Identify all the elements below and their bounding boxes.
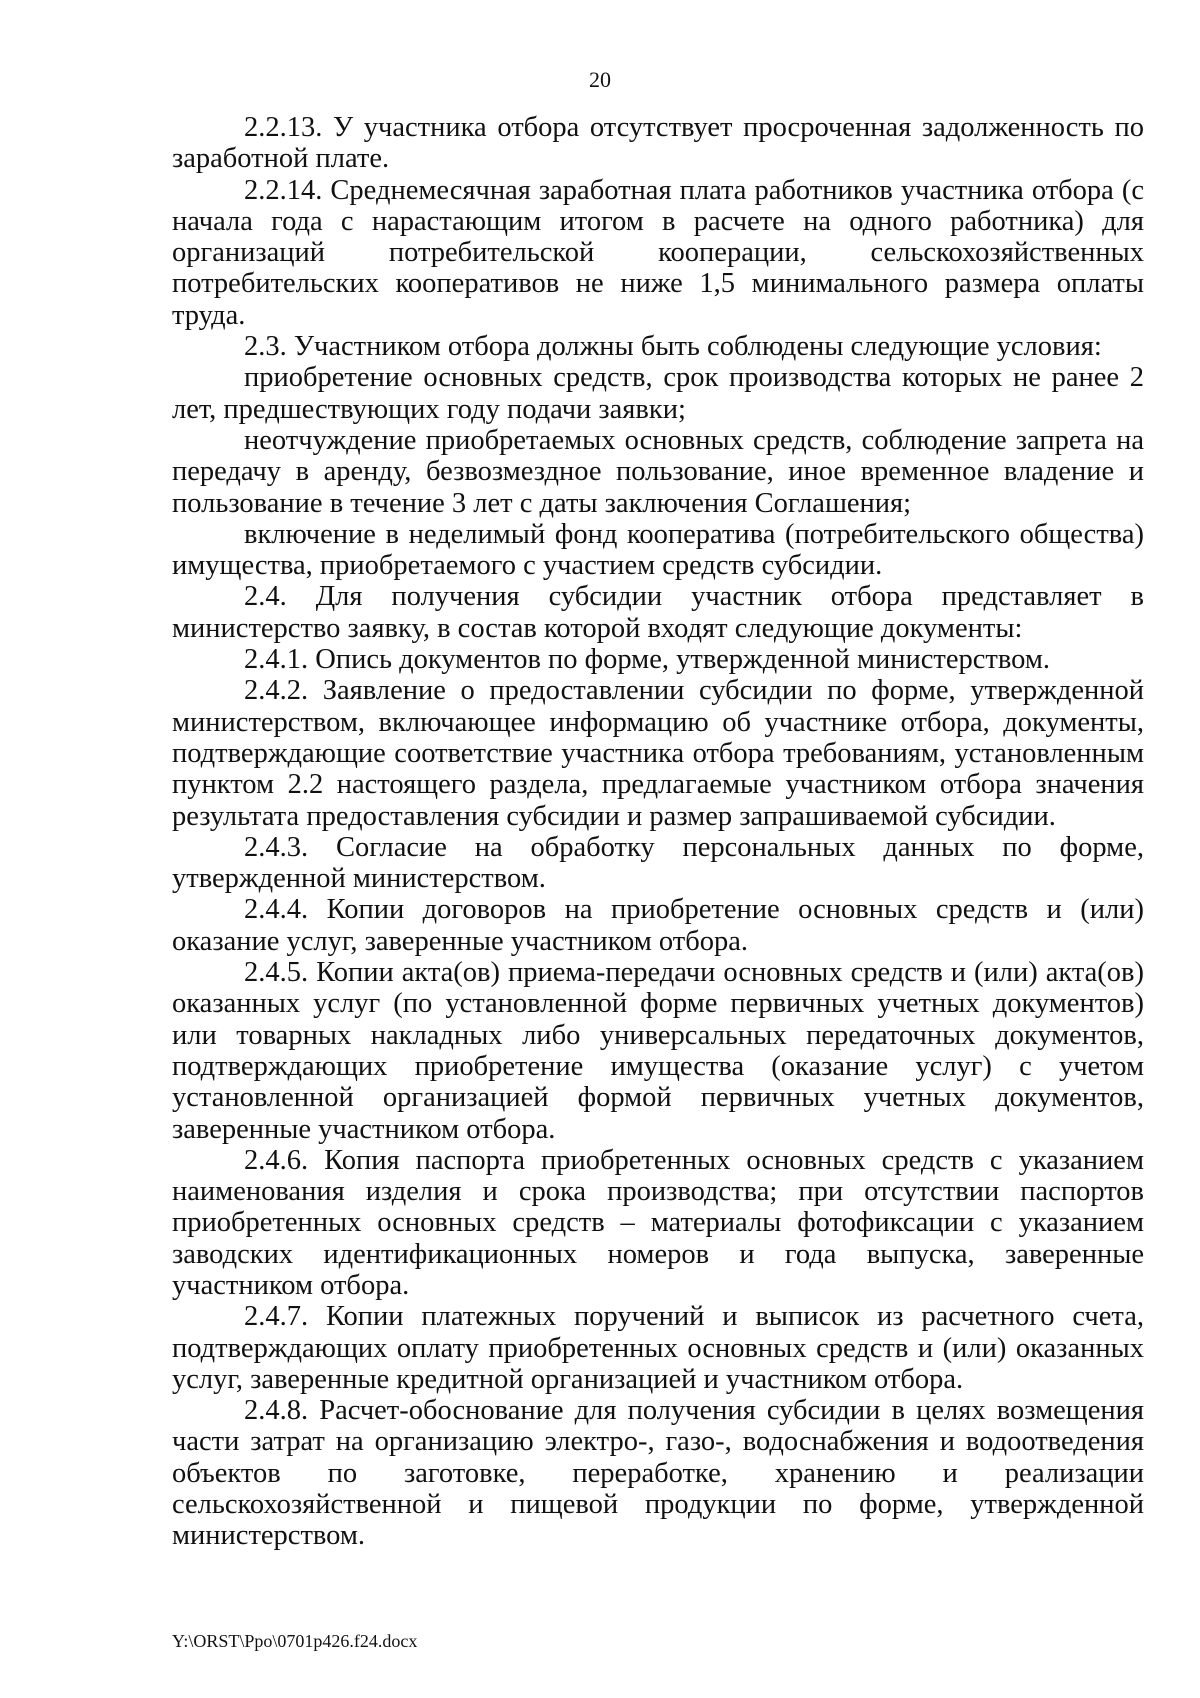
- page-number: 20: [589, 67, 611, 92]
- clause-2-4: 2.4. Для получения субсидии участник отбора представляет в министерство заявку, в состав которой входят следующие документы:: [172, 581, 1144, 644]
- clause-2-4-3: 2.4.3. Согласие на обработку персональных данных по форме, утвержденной министерством.: [172, 831, 1144, 895]
- clause-2-4-5: 2.4.5. Копии акта(ов) приема-передачи основных средств и (или) акта(ов) оказанных услуг (по установленной форме первичных учетных документов) или товарных накладных либо универсальных передаточных документов, подтверждающих приобретение имущества (оказание услуг) с учетом установленной организацией формой первичных учетных документов, заверенные участником отбора.: [172, 957, 1144, 1145]
- clause-2-4-2: 2.4.2. Заявление о предоставлении субсидии по форме, утвержденной министерством, включающее информацию об участнике отбора, документы, подтверждающие соответствие участника отбора требованиям, установленным пунктом 2.2 настоящего раздела, предлагаемые участником отбора значения результата предоставления субсидии и размер запрашиваемой субсидии.: [172, 675, 1144, 832]
- clause-2-2-13: 2.2.13. У участника отбора отсутствует просроченная задолженность по заработной плате.: [172, 112, 1144, 175]
- clause-2-4-6: 2.4.6. Копия паспорта приобретенных основных средств с указанием наименования изделия и срока производства; при отсутствии паспортов приобретенных основных средств – материалы фотофиксации с указанием заводских идентификационных номеров и года выпуска, заверенные участником отбора.: [172, 1144, 1144, 1301]
- clause-2-4-8: 2.4.8. Расчет-обоснование для получения субсидии в целях возмещения части затрат на организацию электро-, газо-, водоснабжения и водоотведения объектов по заготовке, переработке, хранению и реализации сельскохозяйственной и пищевой продукции по форме, утвержденной министерством.: [172, 1395, 1144, 1552]
- footer-file-path: Y:\ORST\Ppo\0701p426.f24.docx: [172, 1631, 418, 1651]
- clause-2-3: 2.3. Участником отбора должны быть соблюдены следующие условия:: [244, 331, 1102, 363]
- clause-2-2-14: 2.2.14. Среднемесячная заработная плата работников участника отбора (с начала года с нарастающим итогом в расчете на одного работника) для организаций потребительской кооперации, сельскохозяйственных потребительских кооперативов не ниже 1,5 минимального размера оплаты труда.: [172, 174, 1144, 331]
- clause-2-4-4: 2.4.4. Копии договоров на приобретение основных средств и (или) оказание услуг, заверенные участником отбора.: [172, 894, 1144, 957]
- clause-2-4-1: 2.4.1. Опись документов по форме, утвержденной министерством.: [244, 644, 1051, 676]
- clause-2-4-7: 2.4.7. Копии платежных поручений и выписок из расчетного счета, подтверждающих оплату приобретенных основных средств и (или) оказанных услуг, заверенные кредитной организацией и участником отбора.: [172, 1301, 1144, 1395]
- document-body: [172, 112, 1144, 1552]
- condition-acquisition: приобретение основных средств, срок производства которых не ранее 2 лет, предшествующих году подачи заявки;: [172, 362, 1144, 425]
- condition-non-alienation: неотчуждение приобретаемых основных средств, соблюдение запрета на передачу в аренду, безвозмездное пользование, иное временное владение и пользование в течение 3 лет с даты заключения Соглашения;: [172, 424, 1144, 519]
- condition-indivisible-fund: включение в неделимый фонд кооператива (потребительского общества) имущества, приобретаемого с участием средств субсидии.: [172, 518, 1144, 582]
